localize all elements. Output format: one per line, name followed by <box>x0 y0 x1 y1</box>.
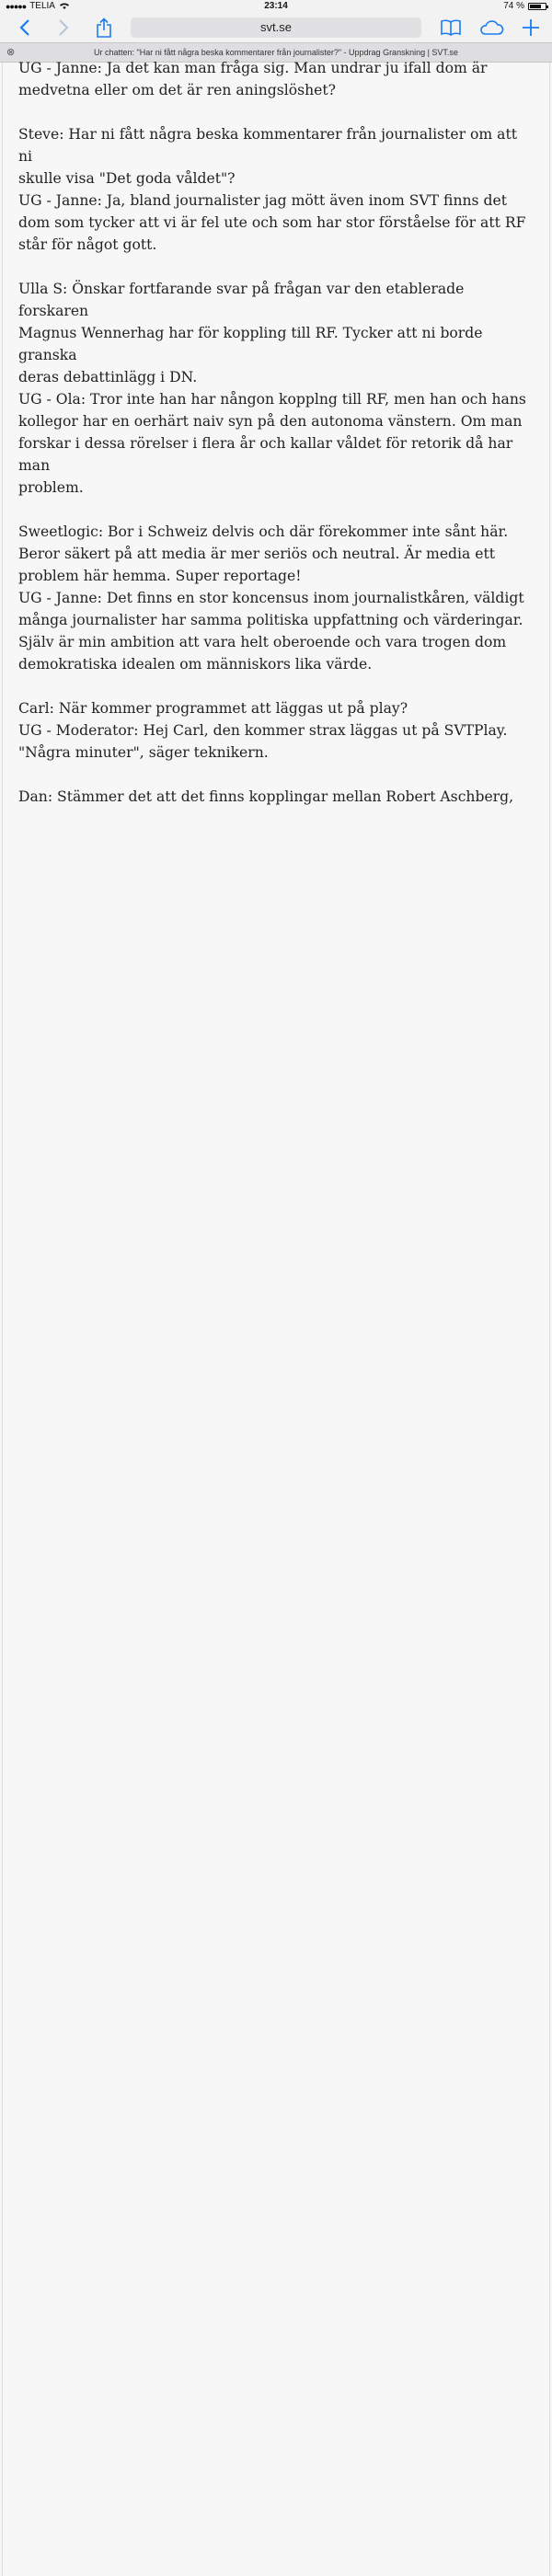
chat-paragraph <box>0 278 552 499</box>
chat-line: deras debattinlägg i DN. <box>18 369 198 385</box>
chat-paragraph <box>0 786 552 808</box>
status-bar <box>0 0 552 13</box>
chat-line: UG - Janne: Det finns en stor koncensus inom journalistkåren, väldigt <box>18 590 524 606</box>
safari-toolbar <box>0 13 552 42</box>
battery-icon <box>528 3 546 10</box>
share-button[interactable] <box>92 15 116 40</box>
forward-button[interactable] <box>52 15 75 40</box>
close-tab-icon[interactable]: ⊗ <box>6 47 16 58</box>
tab-title[interactable]: Ur chatten: "Har ni fått några beska kommentarer från journalister?" - Uppdrag Granskning | SVT.se <box>94 48 458 57</box>
clock: 23:14 <box>264 1 288 11</box>
chevron-right-icon <box>58 18 69 37</box>
chat-line: problem. <box>18 479 84 496</box>
chat-line: Steve: Har ni fått några beska kommentarer från journalister om att ni <box>18 126 517 165</box>
chat-line: Beror säkert på att media är mer seriös och neutral. Är media ett <box>18 546 496 562</box>
chat-line: "Några minuter", säger teknikern. <box>18 744 269 761</box>
chat-line: problem här hemma. Super reportage! <box>18 568 302 584</box>
chat-line: Själv är min ambition att vara helt oberoende och vara trogen dom <box>18 634 507 650</box>
chat-line: UG - Ola: Tror inte han har nångon kopplng till RF, men han och hans <box>18 391 526 408</box>
chat-line: kollegor har en oerhärt naiv syn på den autonoma vänstern. Om man <box>18 413 523 430</box>
chat-line: många journalister har samma politiska uppfattning och värderingar. <box>18 612 523 628</box>
chat-line: står för något gott. <box>18 236 157 253</box>
chat-paragraph <box>0 697 552 764</box>
chat-line: Carl: När kommer programmet att läggas ut på play? <box>18 700 408 717</box>
chat-line: UG - Moderator: Hej Carl, den kommer strax läggas ut på SVTPlay. <box>18 722 508 739</box>
chat-paragraph <box>0 123 552 256</box>
bookmarks-button[interactable] <box>438 15 464 40</box>
chat-line: Ulla S: Önskar fortfarande svar på frågan var den etablerade forskaren <box>18 281 465 319</box>
page-content <box>0 60 552 805</box>
chat-line: dom som tycker att vi är fel ute och som har stor förståelse för att RF <box>18 214 526 231</box>
chat-line: skulle visa "Det goda våldet"? <box>18 170 236 187</box>
chat-line: forskar i dessa rörelser i flera år och kallar våldet för retorik då har man <box>18 435 513 474</box>
chat-line: Dan: Stämmer det att det finns kopplingar mellan Robert Aschberg, <box>18 788 514 805</box>
chat-line: UG - Janne: Ja det kan man fråga sig. Man undrar ju ifall dom är <box>18 60 488 76</box>
share-icon <box>96 17 112 38</box>
chat-transcript <box>0 57 552 808</box>
new-tab-button[interactable] <box>519 15 543 40</box>
battery-percentage: 74 % <box>503 1 524 11</box>
chat-paragraph <box>0 521 552 675</box>
signal-strength-icon: ●●●●● <box>6 1 27 11</box>
chevron-left-icon <box>19 18 30 37</box>
back-button[interactable] <box>13 15 37 40</box>
plus-icon <box>522 18 540 37</box>
carrier-name: TELIA <box>29 1 55 11</box>
cloud-icon <box>478 19 504 36</box>
icloud-tabs-button[interactable] <box>477 15 506 40</box>
chat-line: medvetna eller om det är ren aningslöshet? <box>18 82 337 98</box>
chat-line: demokratiska idealen om människors lika värde. <box>18 656 373 673</box>
chat-paragraph <box>0 57 552 101</box>
chat-line: Sweetlogic: Bor i Schweiz delvis och där förekommer inte sånt här. <box>18 523 509 540</box>
book-icon <box>440 19 462 36</box>
chat-line: UG - Janne: Ja, bland journalister jag mött även inom SVT finns det <box>18 192 507 209</box>
address-bar[interactable]: svt.se <box>131 17 421 38</box>
chat-line: Magnus Wennerhag har för koppling till RF. Tycker att ni borde granska <box>18 325 483 363</box>
